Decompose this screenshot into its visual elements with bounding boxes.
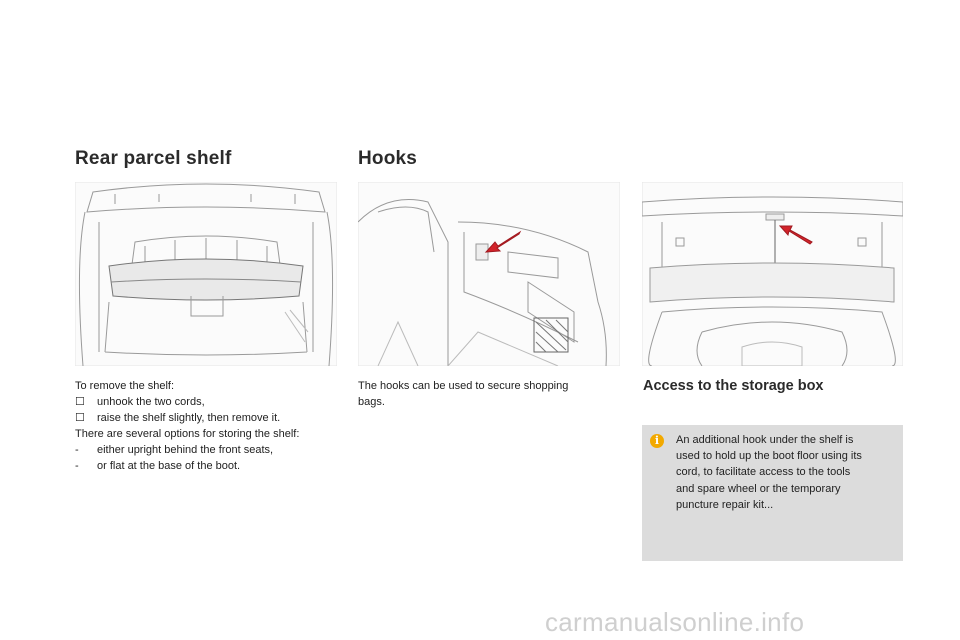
parcel-shelf-title: Rear parcel shelf bbox=[75, 148, 232, 169]
text-line: used to hold up the boot floor using its bbox=[676, 450, 862, 463]
text-line: and spare wheel or the temporary bbox=[676, 482, 841, 495]
text-line: An additional hook under the shelf is bbox=[676, 434, 854, 446]
parcel-shelf-illustration bbox=[75, 182, 337, 366]
line-text: either upright behind the front seats, bbox=[97, 444, 274, 456]
text-line: cord, to facilitate access to the tools bbox=[676, 466, 851, 479]
text-line bbox=[75, 410, 299, 426]
text-line: bags. bbox=[358, 396, 385, 408]
text-line bbox=[75, 394, 299, 410]
info-note bbox=[642, 425, 903, 561]
line-text: To remove the shelf: bbox=[75, 380, 175, 392]
checkbox-bullet-icon: ☐ bbox=[75, 396, 85, 408]
parcel-shelf-text bbox=[75, 378, 299, 474]
text-line bbox=[75, 378, 299, 394]
line-bullet: - bbox=[75, 444, 79, 456]
storage-box-illustration bbox=[642, 182, 903, 366]
line-text: raise the shelf slightly, then remove it. bbox=[97, 412, 281, 424]
line-bullet: - bbox=[75, 460, 79, 472]
storage-box-title: Access to the storage box bbox=[643, 378, 824, 394]
hooks-illustration bbox=[358, 182, 620, 366]
line-text: There are several options for storing the shelf: bbox=[75, 428, 300, 440]
text-line bbox=[75, 458, 299, 474]
text-line: puncture repair kit... bbox=[676, 498, 774, 511]
line-text: unhook the two cords, bbox=[97, 396, 205, 408]
footer-watermark: carmanualsonline.info bbox=[545, 607, 805, 637]
checkbox-bullet-icon: ☐ bbox=[75, 412, 85, 424]
info-icon: i bbox=[650, 434, 664, 448]
hooks-title: Hooks bbox=[358, 148, 418, 169]
hooks-text bbox=[358, 378, 568, 410]
text-line bbox=[75, 442, 299, 458]
line-text: or flat at the base of the boot. bbox=[97, 460, 241, 472]
info-note-text bbox=[676, 432, 891, 513]
text-line: The hooks can be used to secure shopping bbox=[358, 380, 569, 392]
text-line bbox=[75, 426, 299, 442]
